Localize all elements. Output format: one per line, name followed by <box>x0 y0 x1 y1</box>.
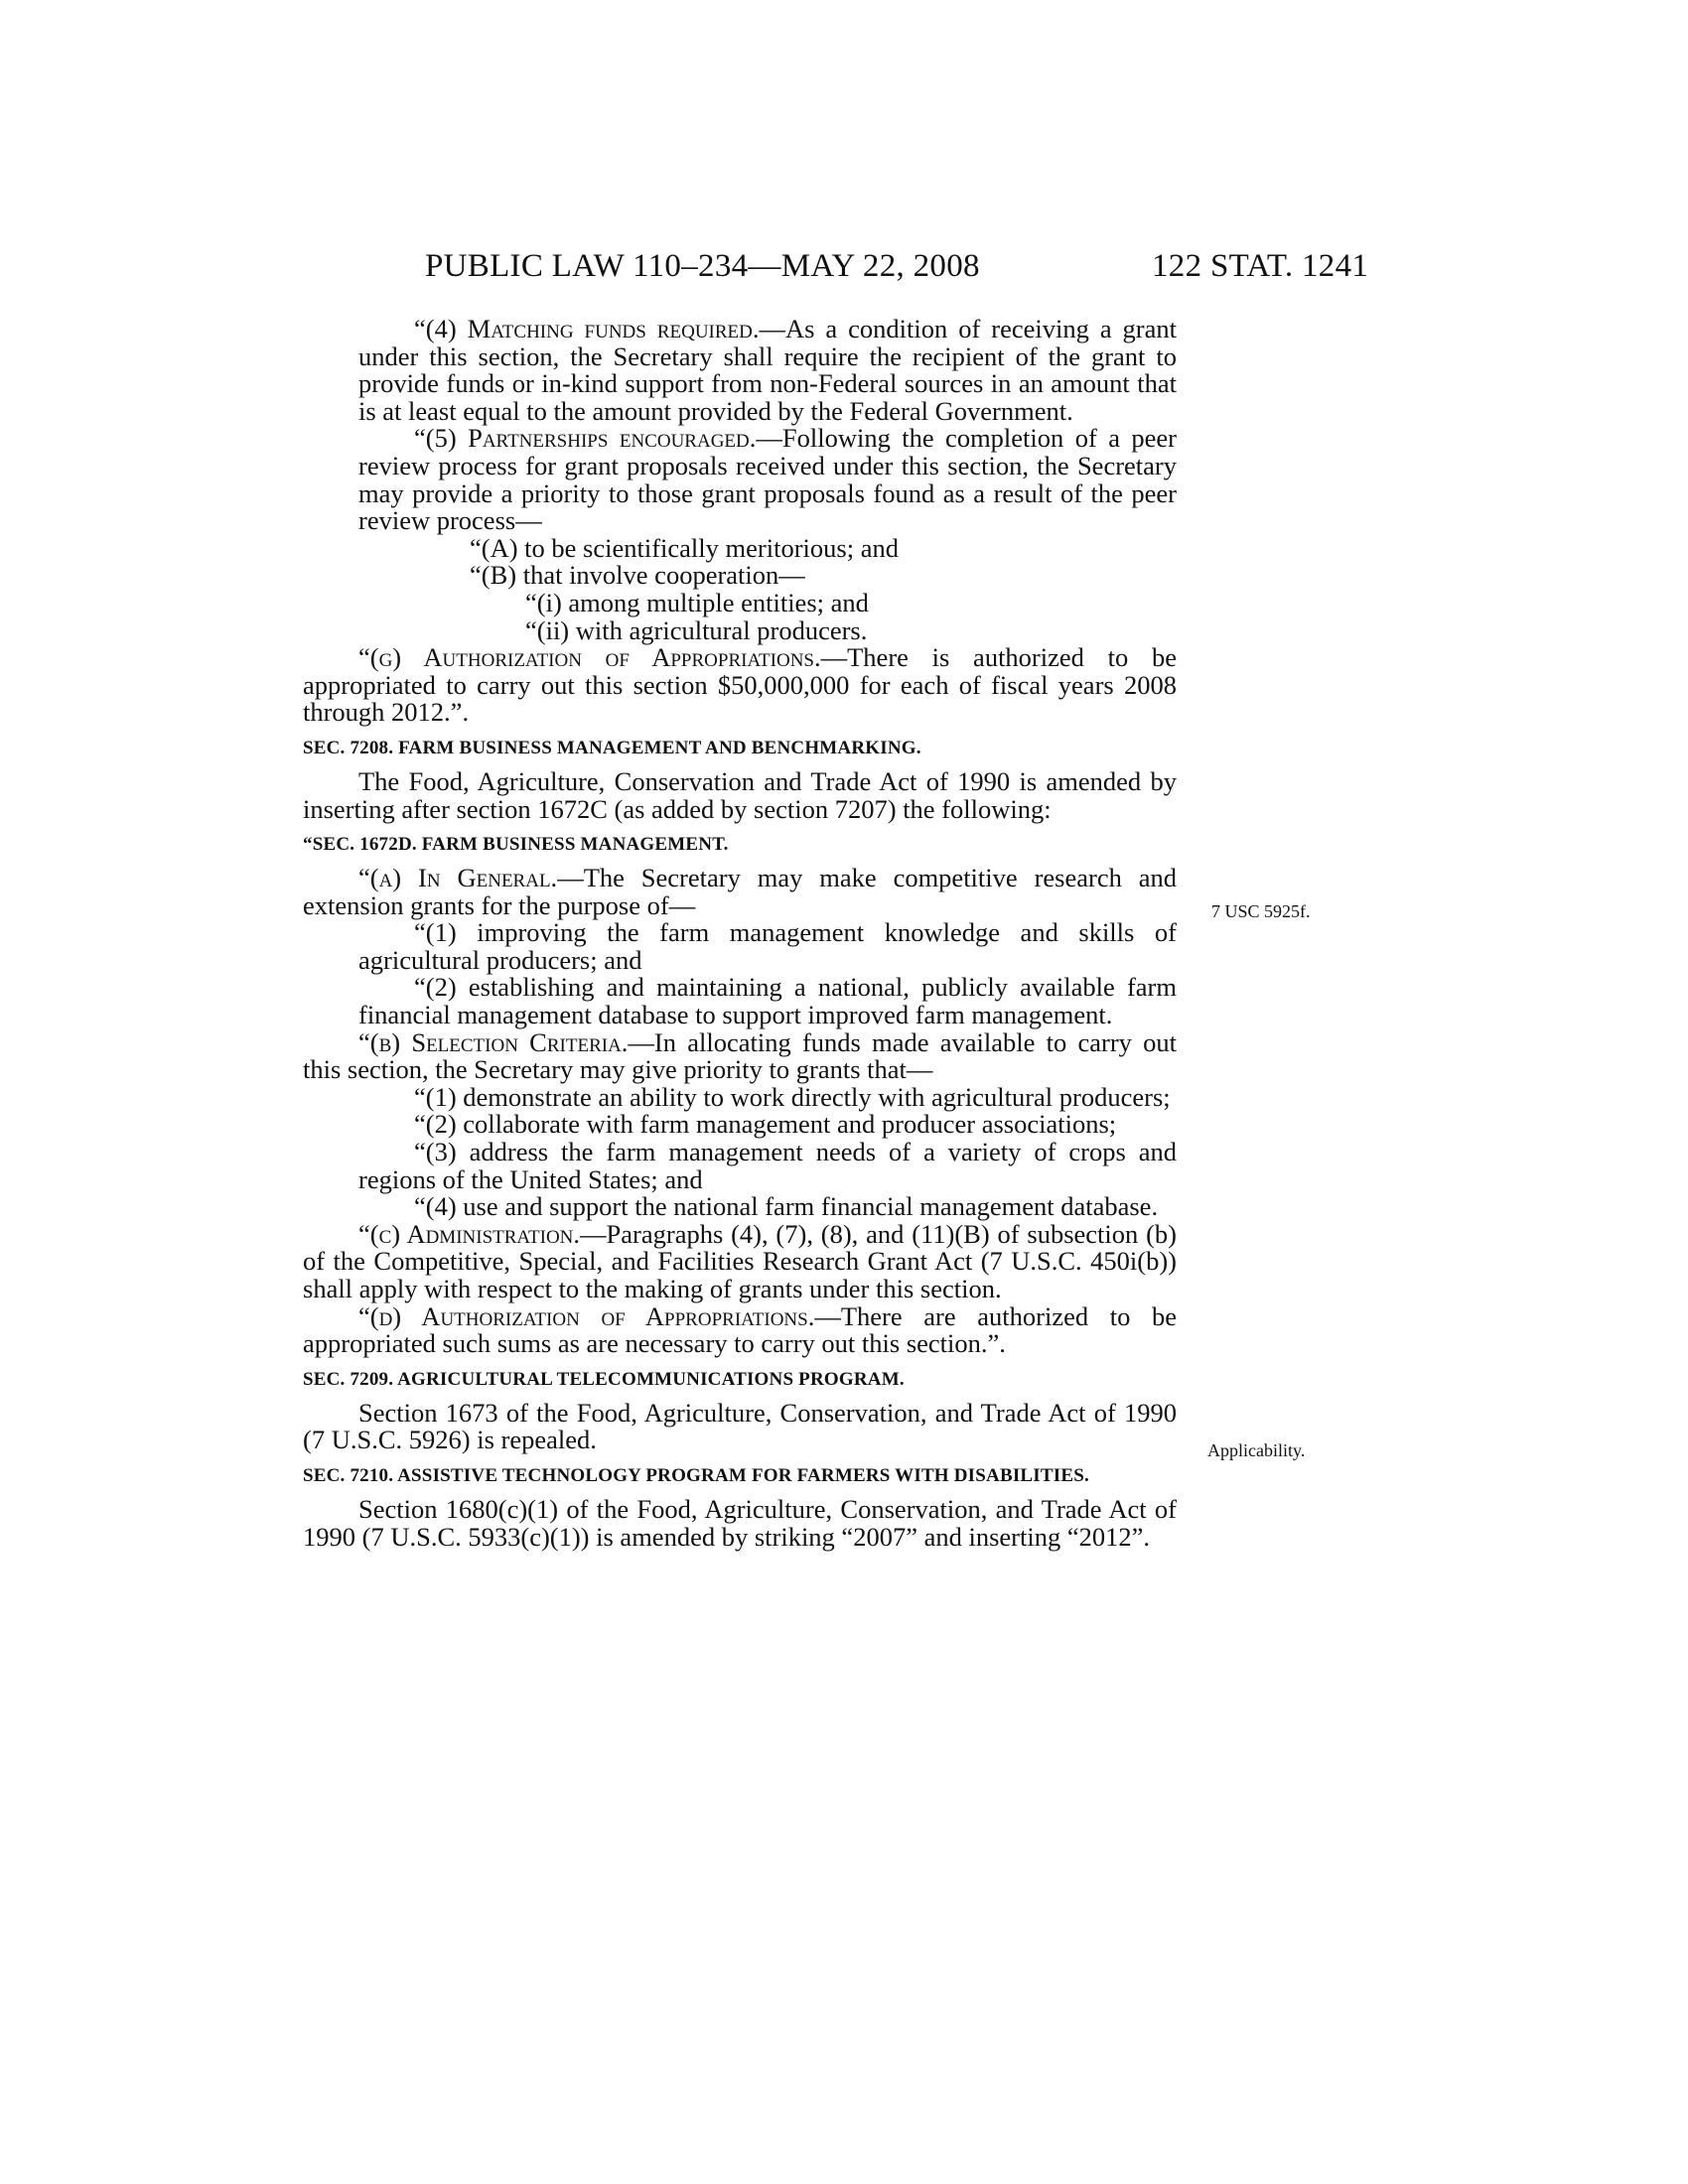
section-7208-heading: SEC. 7208. FARM BUSINESS MANAGEMENT AND BENCHMARKING. <box>303 737 921 758</box>
subsection-heading: “(b) Selection Criteria. <box>358 1026 629 1057</box>
subsection-text: —Paragraphs (4), (7), (8), and (11)(B) of subsection (b) of the Competitive, Special, and Facilities Research Grant Act (7 U.S.C. 450i(b)) shall apply with respect to the making of grants under this section. <box>303 1218 1177 1303</box>
subsection-a <box>303 865 1177 919</box>
paragraph-text: —As a condition of receiving a grant under this section, the Secretary shall require the recipient of the grant to provide funds or in-kind support from non-Federal sources in an amount that is at least equal to the amount provided by the Federal Government. <box>358 314 1177 426</box>
section-7208-text: The Food, Agriculture, Conservation and Trade Act of 1990 is amended by inserting after section 1672C (as added by section 7207) the following: <box>303 765 1177 824</box>
subsection-heading: “(d) Authorization of Appropriations. <box>358 1300 815 1331</box>
margin-note-usc: 7 USC 5925f. <box>1211 901 1311 921</box>
subsection-heading: “(c) Administration. <box>358 1218 581 1249</box>
clause-i: “(i) among multiple entities; and <box>525 587 869 617</box>
section-1672d-heading: “SEC. 1672D. FARM BUSINESS MANAGEMENT. <box>303 834 729 856</box>
paragraph-text: —Following the completion of a peer review process for grant proposals received under this section, the Secretary may provide a priority to those grant proposals found as a result of the peer review process— <box>358 423 1177 536</box>
paragraph-heading: “(4) Matching funds required. <box>414 314 760 343</box>
paragraph-4 <box>303 316 1177 425</box>
paragraph-b-1: “(1) demonstrate an ability to work directly with agricultural producers; <box>414 1081 1171 1112</box>
paragraph-b-3: “(3) address the farm management needs of a variety of crops and regions of the United States; and <box>358 1137 1177 1194</box>
subsection-heading: “(g) Authorization of Appropriations. <box>358 642 821 673</box>
running-header-stat: 122 STAT. 1241 <box>1152 248 1369 284</box>
running-header-title: PUBLIC LAW 110–234—MAY 22, 2008 <box>425 248 980 284</box>
subsection-g <box>303 644 1177 727</box>
subsection-text: —There are authorized to be appropriated such sums as are necessary to carry out this section.”. <box>303 1300 1177 1359</box>
section-7210-heading: SEC. 7210. ASSISTIVE TECHNOLOGY PROGRAM FOR FARMERS WITH DISABILITIES. <box>303 1464 1089 1486</box>
margin-note-applicability: Applicability. <box>1207 1440 1306 1460</box>
subsection-b <box>303 1026 1178 1085</box>
subsection-text: —The Secretary may make competitive research and extension grants for the purpose of— <box>303 863 1177 920</box>
subsection-text: —There is authorized to be appropriated to carry out this section $50,000,000 for each of fiscal years 2008 through 2012.”. <box>303 642 1177 728</box>
paragraph-b-2: “(2) collaborate with farm management and producer associations; <box>414 1109 1117 1140</box>
subparagraph-a: “(A) to be scientifically meritorious; and <box>470 532 899 563</box>
body-text <box>303 316 1177 1551</box>
section-7209-text: Section 1673 of the Food, Agriculture, Conservation, and Trade Act of 1990 (7 U.S.C. 5926) is repealed. <box>303 1397 1177 1455</box>
subsection-heading: “(a) In General. <box>358 863 558 893</box>
clause-ii: “(ii) with agricultural producers. <box>525 614 868 645</box>
subsection-c <box>303 1218 1177 1303</box>
subsection-d <box>303 1300 1177 1359</box>
subparagraph-b: “(B) that involve cooperation— <box>470 560 805 591</box>
paragraph-b-4: “(4) use and support the national farm financial management database. <box>414 1191 1159 1222</box>
section-7209-heading: SEC. 7209. AGRICULTURAL TELECOMMUNICATIONS PROGRAM. <box>303 1368 905 1390</box>
paragraph-a-2: “(2) establishing and maintaining a national, publicly available farm financial management database to support improved farm management. <box>358 972 1177 1030</box>
section-7210-text: Section 1680(c)(1) of the Food, Agriculture, Conservation, and Trade Act of 1990 (7 U.S.C. 5933(c)(1)) is amended by striking “2007” and inserting “2012”. <box>303 1493 1177 1552</box>
paragraph-5 <box>303 425 1177 534</box>
subsection-text: —In allocating funds made available to carry out this section, the Secretary may give priority to grants that— <box>303 1026 1178 1085</box>
paragraph-heading: “(5) Partnerships encouraged. <box>414 423 757 454</box>
paragraph-a-1: “(1) improving the farm management knowledge and skills of agricultural producers; and <box>358 917 1177 975</box>
